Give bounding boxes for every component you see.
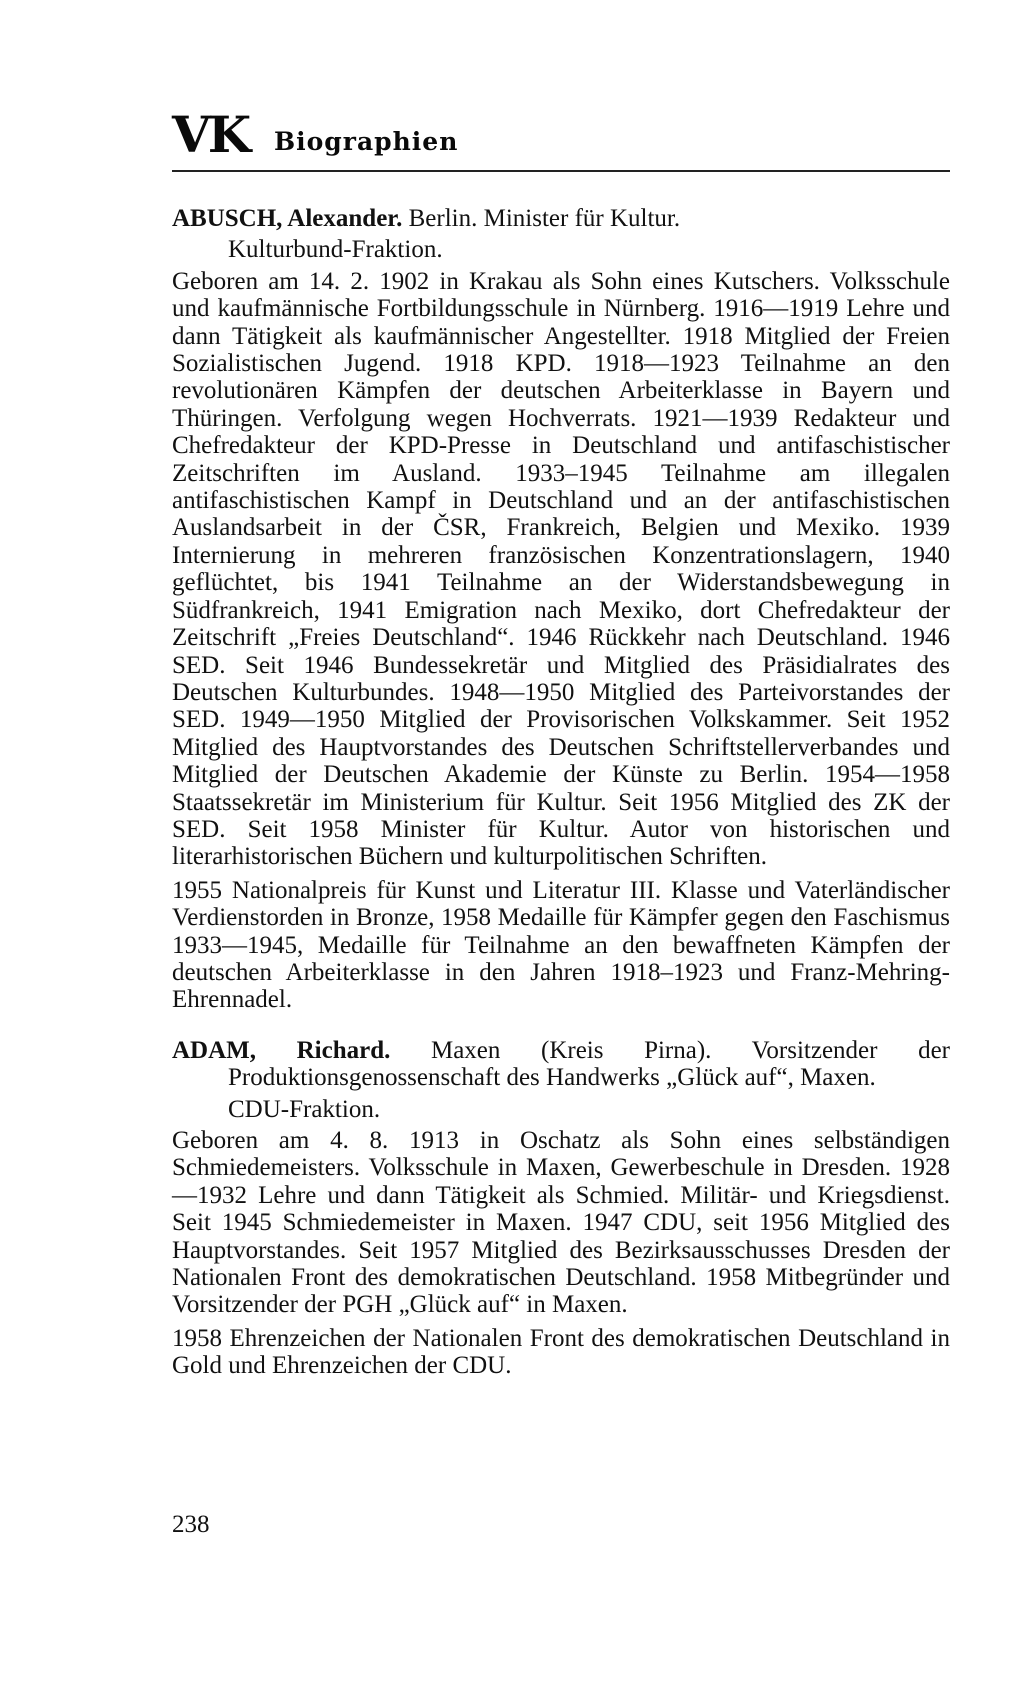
- running-header: [172, 105, 950, 172]
- entry-awards-paragraph: 1958 Ehrenzeichen der Nationalen Front des demokratischen Deutschland in Gold und Ehrenzeichen der CDU.: [172, 1324, 950, 1380]
- entry-faction: Kulturbund-Fraktion.: [228, 236, 443, 264]
- entry-name: ADAM, Richard.: [172, 1036, 391, 1064]
- entry-name: ABUSCH, Alexander.: [172, 205, 403, 232]
- page-number: 238: [172, 1511, 210, 1538]
- entry-description: Maxen (Kreis Pirna). Vorsitzender der Produktionsgenossenschaft des Handwerks „Glück auf“, Maxen.: [228, 1036, 950, 1092]
- biography-entry-adam: [172, 1037, 950, 1380]
- entry-biography-paragraph: Geboren am 4. 8. 1913 in Oschatz als Sohn eines selbständigen Schmiedemeisters. Volksschule in Maxen, Gewerbeschule in Dresden. 1928—1932 Lehre und dann Tätigkeit als Schmied. Militär- und Kriegsdienst. Seit 1945 Schmiedemeister in Maxen. 1947 CDU, seit 1956 Mitglied des Hauptvorstandes. Seit 1957 Mitglied des Bezirksausschusses Dresden der Nationalen Front des demokratischen Deutschland. 1958 Mitbegründer und Vorsitzender der PGH „Glück auf“ in Maxen.: [172, 1127, 950, 1319]
- entry-heading: [172, 205, 950, 232]
- entry-description: Berlin. Minister für Kultur.: [402, 205, 681, 232]
- entry-biography-paragraph: Geboren am 14. 2. 1902 in Krakau als Sohn eines Kutschers. Volksschule und kaufmännische Fortbildungsschule in Nürnberg. 1916—1919 Lehre und dann Tätigkeit als kaufmännischer Angestellter. 1918 Mitglied der Freien Sozialistischen Jugend. 1918 KPD. 1918—1923 Teilnahme an den revolutionären Kämpfen der deutschen Arbeiterklasse in Bayern und Thüringen. Verfolgung wegen Hochverrats. 1921—1939 Redakteur und Chefredakteur der KPD-Presse in Deutschland und antifaschistischer Zeitschriften im Ausland. 1933–1945 Teilnahme am illegalen antifaschistischen Kampf in Deutschland und an der antifaschistischen Auslandsarbeit in der ČSR, Frankreich, Belgien und Mexiko. 1939 Internierung in mehreren französischen Konzentrationslagern, 1940 geflüchtet, bis 1941 Teilnahme an der Widerstandsbewegung in Südfrankreich, 1941 Emigration nach Mexiko, dort Chefredakteur der Zeitschrift „Freies Deutschland“. 1946 Rückkehr nach Deutschland. 1946 SED. Seit 1946 Bundessekretär und Mitglied des Präsidialrates des Deutschen Kulturbundes. 1948—1950 Mitglied des Parteivorstandes der SED. 1949—1950 Mitglied der Provisorischen Volkskammer. Seit 1952 Mitglied des Hauptvorstandes des Deutschen Schriftstellerverbandes und Mitglied der Deutschen Akademie der Künste zu Berlin. 1954—1958 Staatssekretär im Ministerium für Kultur. Seit 1956 Mitglied des ZK der SED. Seit 1958 Minister für Kultur. Autor von historischen und literarhistorischen Büchern und kulturpolitischen Schriften.: [172, 267, 950, 871]
- entry-heading: [172, 1037, 950, 1092]
- entry-awards-paragraph: 1955 Nationalpreis für Kunst und Literatur III. Klasse und Vaterländischer Verdienstorden in Bronze, 1958 Medaille für Kämpfer gegen den Faschismus 1933—1945, Medaille für Teilnahme an den bewaffneten Kämpfen der deutschen Arbeiterklasse in den Jahren 1918–1923 und Franz-Mehring-Ehrennadel.: [172, 876, 950, 1014]
- entry-faction: CDU-Fraktion.: [228, 1095, 381, 1123]
- biography-list: [172, 205, 950, 1380]
- biography-entry-abusch: [172, 205, 950, 1014]
- header-title: Biographien: [274, 127, 459, 156]
- header-logo: VK: [172, 105, 249, 164]
